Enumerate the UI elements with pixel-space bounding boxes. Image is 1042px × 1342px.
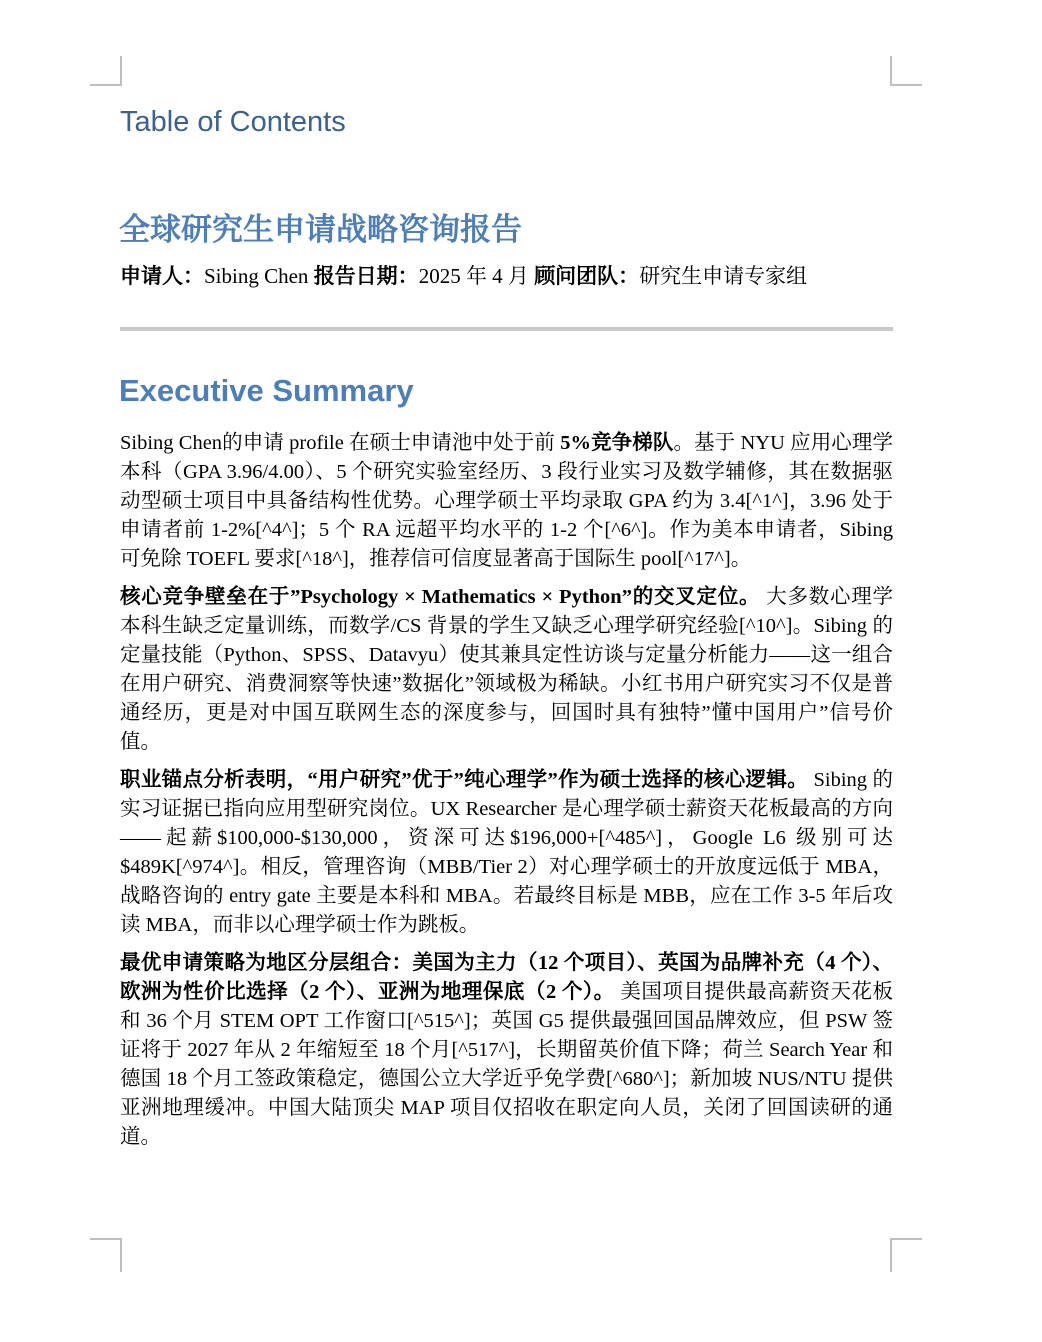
crop-mark-top-right-icon <box>890 56 922 86</box>
crop-mark-top-left-icon <box>90 56 122 86</box>
crop-mark-bottom-right-icon <box>890 1238 922 1272</box>
paragraph-career-anchor: 职业锚点分析表明，“用户研究”优于”纯心理学”作为硕士选择的核心逻辑。 Sibing 的实习证据已指向应用型研究岗位。UX Researcher 是心理学硕士薪资天花板最高的方向——起薪$100,000-$130,000，资深可达$196,000+[^485^]，Google L6 级别可达$489K[^974^]。相反，管理咨询（MBB/Tier 2）对心理学硕士的开放度远低于 MBA，战略咨询的 entry gate 主要是本科和 MBA。若最终目标是 MBB，应在工作 3-5 年后攻读 MBA，而非以心理学硕士作为跳板。 <box>120 769 893 936</box>
crop-mark-bottom-left-icon <box>90 1238 122 1272</box>
report-title: 全球研究生申请战略咨询报告 <box>119 212 522 247</box>
executive-summary-heading: Executive Summary <box>119 373 414 408</box>
toc-heading: Table of Contents <box>120 106 346 138</box>
report-byline: 申请人：Sibing Chen 报告日期：2025 年 4 月 顾问团队：研究生申请专家组 <box>120 264 808 288</box>
paragraph-application-strategy: 最优申请策略为地区分层组合：美国为主力（12 个项目）、英国为品牌补充（4 个）、欧洲为性价比选择（2 个）、亚洲为地理保底（2 个）。 美国项目提供最高薪资天花板和 36 个月 STEM OPT 工作窗口[^515^]；英国 G5 提供最强回国品牌效应，但 PSW 签证将于 2027 年从 2 年缩短至 18 个月[^517^]，长期留英价值下降；荷兰 Search Year 和德国 18 个月工签政策稳定，德国公立大学近乎免学费[^680^]；新加坡 NUS/NTU 提供亚洲地理缓冲。中国大陆顶尖 MAP 项目仅招收在职定向人员，关闭了回国读研的通道。 <box>120 952 894 1148</box>
paragraph-profile-tier: Sibing Chen的申请 profile 在硕士申请池中处于前 5%竞争梯队。基于 NYU 应用心理学本科（GPA 3.96/4.00）、5 个研究实验室经历、3 段行业实习及数学辅修，其在数据驱动型硕士项目中具备结构性优势。心理学硕士平均录取 GPA 约为 3.4[^1^]，3.96 处于申请者前 1-2%[^4^]；5 个 RA 远超平均水平的 1-2 个[^6^]。作为美本申请者，Sibing 可免除 TOEFL 要求[^18^]，推荐信可信度显著高于国际生 pool[^17^]。 <box>120 432 894 570</box>
executive-summary-body <box>120 429 893 1161</box>
paragraph-competitive-moat: 核心竞争壁垒在于”Psychology × Mathematics × Python”的交叉定位。 大多数心理学本科生缺乏定量训练，而数学/CS 背景的学生又缺乏心理学研究经验[^10^]。Sibing 的定量技能（Python、SPSS、Datavyu）使其兼具定性访谈与定量分析能力——这一组合在用户研究、消费洞察等快速”数据化”领域极为稀缺。小红书用户研究实习不仅是普通经历，更是对中国互联网生态的深度参与，回国时具有独特”懂中国用户”信号价值。 <box>120 586 894 753</box>
section-divider <box>120 327 893 331</box>
